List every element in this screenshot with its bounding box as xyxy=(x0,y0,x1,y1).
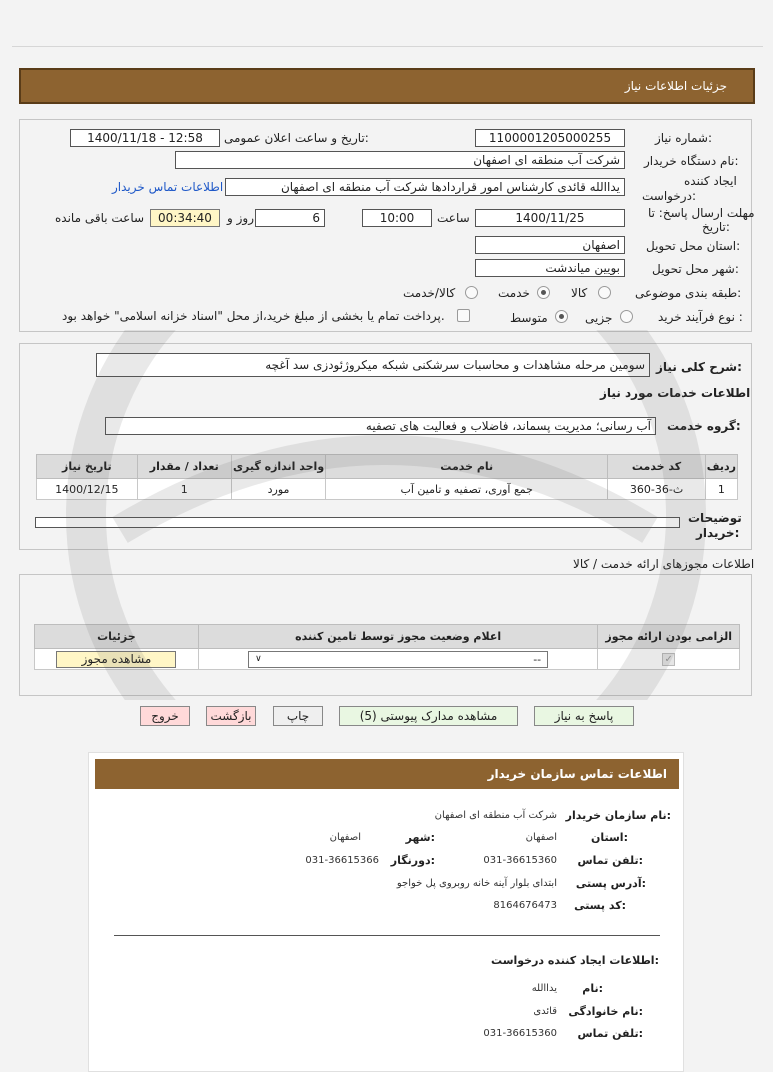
cell-need-date: 1400/12/15 xyxy=(37,479,138,500)
cell-permit-required xyxy=(598,649,740,670)
deadline-label-2: تاریخ: xyxy=(702,220,730,234)
contact-card-title: اطلاعات تماس سازمان خریدار xyxy=(95,759,679,789)
permit-status-select[interactable] xyxy=(248,651,548,668)
creator-first-name-label: نام: xyxy=(582,982,603,995)
days-label: روز و xyxy=(227,211,254,225)
services-table-header xyxy=(37,455,738,479)
col-permit-details: جزئیات xyxy=(35,625,199,649)
deadline-date-field: 1400/11/25 xyxy=(475,209,625,227)
col-need-date: تاریخ نیاز xyxy=(37,455,138,479)
permits-table-header xyxy=(35,625,740,649)
remaining-time-field: 00:34:40 xyxy=(150,209,220,227)
category-goods-radio[interactable] xyxy=(598,286,611,299)
col-service-code: کد خدمت xyxy=(608,455,706,479)
buyer-contact-link[interactable]: اطلاعات تماس خریدار xyxy=(112,180,224,194)
announce-label: تاریخ و ساعت اعلان عمومی: xyxy=(224,131,369,145)
permit-status-value: -- xyxy=(533,652,542,666)
cell-permit-details xyxy=(35,649,199,670)
category-service-label: خدمت xyxy=(498,286,530,300)
deadline-time-field: 10:00 xyxy=(362,209,432,227)
remaining-label: ساعت باقی مانده xyxy=(55,211,145,225)
table-row xyxy=(35,649,740,670)
creator-first-name-value: یداالله xyxy=(531,983,557,994)
table-row xyxy=(37,479,738,500)
category-service-radio[interactable] xyxy=(537,286,550,299)
permit-required-checkbox: ✓ xyxy=(662,653,675,666)
contact-province-value: اصفهان xyxy=(525,832,557,843)
treasury-payment-checkbox[interactable] xyxy=(457,309,470,322)
province-label: استان محل تحویل: xyxy=(646,239,741,253)
city-field: بویین میاندشت xyxy=(475,259,625,277)
contact-fax-value: 031-36615366 xyxy=(305,855,379,866)
contact-address-value: ابتدای بلوار آینه خانه روبروی پل خواجو xyxy=(396,878,557,889)
cell-unit: مورد xyxy=(231,479,325,500)
summary-field: سومین مرحله مشاهدات و محاسبات سرشکنی شبکه میکروژئودزی سد آغچه xyxy=(96,353,650,377)
days-field: 6 xyxy=(255,209,325,227)
buyer-notes-field xyxy=(35,517,680,528)
process-medium-radio[interactable] xyxy=(555,310,568,323)
creator-label-2: درخواست: xyxy=(642,189,696,203)
reply-button[interactable]: پاسخ به نیاز xyxy=(534,706,634,726)
creator-field: یداالله قائدی کارشناس امور قراردادها شرکت آب منطقه ای اصفهان xyxy=(225,178,625,196)
buyer-org-field: شرکت آب منطقه ای اصفهان xyxy=(175,151,625,169)
contact-address-label: آدرس پستی: xyxy=(575,877,646,890)
announce-field: 1400/11/18 - 12:58 xyxy=(70,129,220,147)
page-header xyxy=(19,68,755,104)
service-group-label: گروه خدمت: xyxy=(667,419,741,433)
contact-province-label: استان: xyxy=(590,831,628,844)
category-both-label: کالا/خدمت xyxy=(403,286,456,300)
page-title: جزئیات اطلاعات نیاز xyxy=(624,79,727,93)
deadline-label: مهلت ارسال پاسخ: تا xyxy=(648,206,755,220)
creator-label: ایجاد کننده xyxy=(684,174,737,188)
province-field: اصفهان xyxy=(475,236,625,254)
contact-postal-label: کد پستی: xyxy=(574,899,626,912)
need-number-label: شماره نیاز: xyxy=(655,131,713,145)
creator-phone-label: تلفن تماس: xyxy=(577,1027,643,1040)
cell-service-name: جمع آوری، تصفیه و تامین آب xyxy=(326,479,608,500)
col-unit: واحد اندازه گیری xyxy=(231,455,325,479)
category-label: طبقه بندی موضوعی: xyxy=(635,286,742,300)
process-label: نوع فرآیند خرید : xyxy=(658,310,743,324)
contact-postal-value: 8164676473 xyxy=(493,900,557,911)
creator-last-name-value: قائدی xyxy=(533,1006,557,1017)
contact-org-label: نام سازمان خریدار: xyxy=(565,809,671,822)
contact-phone-label: تلفن تماس: xyxy=(577,854,643,867)
summary-label: شرح کلی نیاز: xyxy=(656,360,742,374)
contact-org-value: شرکت آب منطقه ای اصفهان xyxy=(434,810,557,821)
back-button[interactable]: بازگشت xyxy=(206,706,256,726)
cell-permit-status xyxy=(198,649,598,670)
print-button[interactable]: چاپ xyxy=(273,706,323,726)
contact-city-value: اصفهان xyxy=(329,832,361,843)
city-label: شهر محل تحویل: xyxy=(652,262,739,276)
services-table xyxy=(36,454,738,500)
exit-button[interactable]: خروج xyxy=(140,706,190,726)
permits-table xyxy=(34,624,740,670)
view-permit-button[interactable]: مشاهده مجوز xyxy=(56,651,176,668)
process-minor-radio[interactable] xyxy=(620,310,633,323)
creator-last-name-label: نام خانوادگی: xyxy=(568,1005,643,1018)
attachments-button[interactable]: مشاهده مدارک پیوستی (5) xyxy=(339,706,518,726)
contact-fax-label: دورنگار: xyxy=(390,854,435,867)
buyer-notes-label-2: خریدار: xyxy=(696,526,740,540)
permits-title: اطلاعات مجوزهای ارائه خدمت / کالا xyxy=(573,557,755,571)
col-quantity: تعداد / مقدار xyxy=(137,455,231,479)
buyer-contact-card xyxy=(88,752,684,1072)
contact-phone-value: 031-36615360 xyxy=(483,855,557,866)
col-row: ردیف xyxy=(705,455,737,479)
col-service-name: نام خدمت xyxy=(326,455,608,479)
category-goods-label: کالا xyxy=(571,286,588,300)
creator-phone-value: 031-36615360 xyxy=(483,1028,557,1039)
need-number-field: 1100001205000255 xyxy=(475,129,625,147)
process-medium-label: متوسط xyxy=(510,311,548,325)
cell-service-code: ث-36-360 xyxy=(608,479,706,500)
deadline-time-label: ساعت xyxy=(437,211,470,225)
cell-quantity: 1 xyxy=(137,479,231,500)
contact-city-label: شهر: xyxy=(405,831,435,844)
category-both-radio[interactable] xyxy=(465,286,478,299)
process-minor-label: جزیی xyxy=(585,311,613,325)
treasury-payment-note: پرداخت تمام یا بخشی از مبلغ خرید،از محل "اسناد خزانه اسلامی" خواهد بود. xyxy=(62,309,445,323)
buyer-org-label: نام دستگاه خریدار: xyxy=(644,154,739,168)
col-permit-required: الزامی بودن ارائه مجوز xyxy=(598,625,740,649)
creator-info-title: اطلاعات ایجاد کننده درخواست: xyxy=(491,954,659,967)
services-title: اطلاعات خدمات مورد نیاز xyxy=(600,386,751,400)
contact-divider xyxy=(114,935,660,936)
service-group-field: آب رسانی؛ مدیریت پسماند، فاضلاب و فعالیت های تصفیه xyxy=(105,417,656,435)
cell-row: 1 xyxy=(705,479,737,500)
chevron-down-icon: ∨ xyxy=(255,654,262,664)
buyer-notes-label: توضیحات xyxy=(688,511,742,525)
top-divider xyxy=(12,46,763,47)
col-permit-status: اعلام وضعیت مجوز توسط تامین کننده xyxy=(198,625,598,649)
